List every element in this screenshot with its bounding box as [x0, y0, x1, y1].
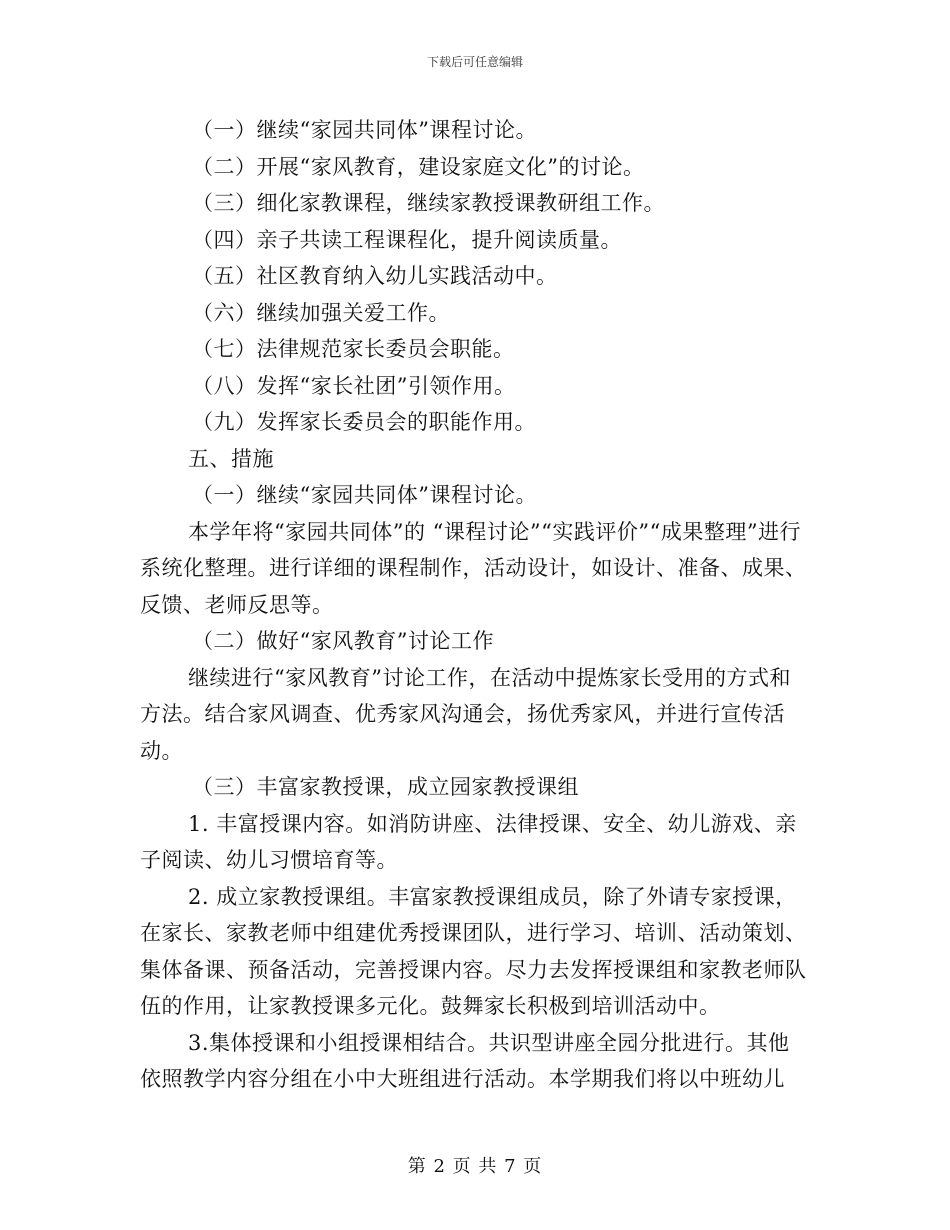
page-header: 下载后可任意编辑	[426, 55, 523, 69]
plan-item: （九）发挥家长委员会的职能作用。	[192, 410, 536, 434]
plan-item: （五）社区教育纳入幼儿实践活动中。	[192, 264, 558, 288]
measure-heading: （一）继续“家园共同体”课程讨论。	[192, 483, 537, 507]
document-body	[140, 112, 808, 1098]
plan-item: （一）继续“家园共同体”课程讨论。	[192, 118, 537, 142]
measure-paragraph: 3.集体授课和小组授课相结合。共识型讲座全园分批进行。其他依照教学内容分组在小中大班组进行活动。本学期我们将以中班幼儿	[140, 1030, 790, 1091]
measure-paragraph: 1. 丰富授课内容。如消防讲座、法律授课、安全、幼儿游戏、亲子阅读、幼儿习惯培育等。	[140, 811, 797, 872]
plan-item: （七）法律规范家长委员会职能。	[192, 337, 515, 361]
measure-paragraph: 本学年将“家园共同体”的 “课程讨论”“实践评价”“成果整理”进行系统化整理。进行详细的课程制作，活动设计，如设计、准备、成果、反馈、老师反思等。	[140, 519, 807, 617]
measure-paragraph: 2. 成立家教授课组。丰富家教授课组成员，除了外请专家授课，在家长、家教老师中组建优秀授课团队，进行学习、培训、活动策划、集体备课、预备活动，完善授课内容。尽力去发挥授课组和家教老师队伍的作用，让家教授课多元化。鼓舞家长积极到培训活动中。	[140, 884, 807, 1018]
plan-item: （二）开展“家风教育，建设家庭文化”的讨论。	[192, 154, 645, 179]
measure-heading: （三）丰富家教授课，成立园家教授课组	[192, 775, 579, 799]
measure-heading: （二）做好“家风教育”讨论工作	[192, 629, 494, 653]
measure-paragraph: 继续进行“家风教育”讨论工作，在活动中提炼家长受用的方式和方法。结合家风调查、优秀家风沟通会，扬优秀家风，并进行宣传活动。	[140, 665, 791, 763]
plan-item: （三）细化家教课程，继续家教授课教研组工作。	[192, 191, 665, 215]
plan-item: （八）发挥“家长社团”引领作用。	[192, 373, 516, 398]
plan-item: （六）继续加强关爱工作。	[192, 300, 450, 325]
plan-item: （四）亲子共读工程课程化，提升阅读质量。	[192, 227, 622, 252]
section-title: 五、措施	[188, 446, 274, 471]
page-number: 第 2 页 共 7 页	[407, 1156, 543, 1177]
